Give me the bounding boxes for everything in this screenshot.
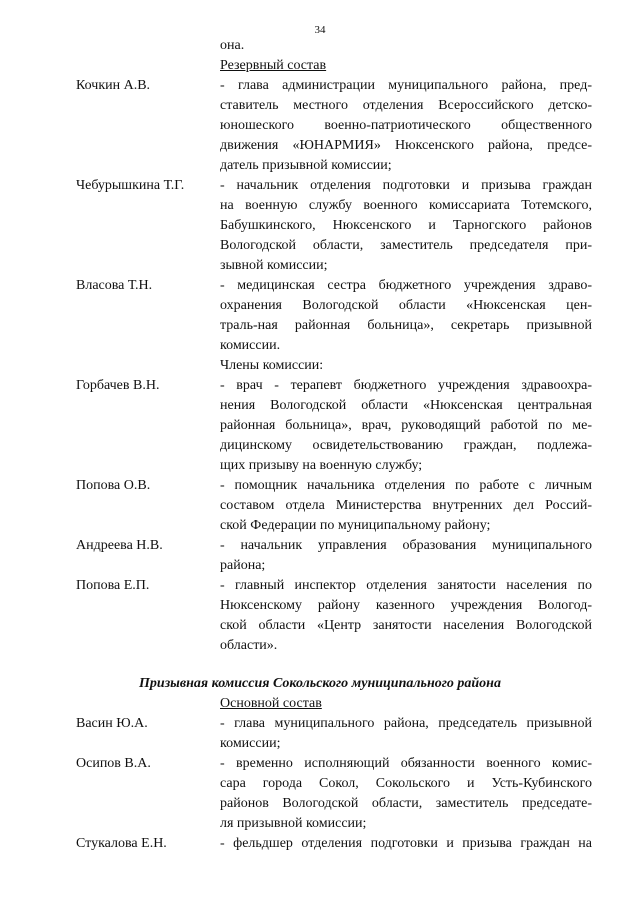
description-line: - помощник начальника отделения по работе с личным (220, 478, 592, 493)
description-line: комиссии. (220, 338, 281, 353)
section-title: Призывная комиссия Сокольского муниципального района (139, 676, 501, 691)
member-name: Власова Т.Н. (76, 278, 153, 293)
description-line: сара города Сокол, Сокольского и Усть-Кубинского (220, 776, 592, 791)
member-description (220, 834, 592, 854)
member-row (0, 754, 640, 834)
description-line: - начальник отделения подготовки и призыва граждан (220, 178, 592, 193)
description-line: ставитель местного отделения Всероссийского детско- (220, 98, 592, 113)
lead-line: она. (220, 38, 245, 53)
member-description (220, 176, 592, 276)
description-line: дицинскому освидетельствованию граждан, подлежа- (220, 438, 592, 453)
description-line: - врач - терапевт бюджетного учреждения здравоохра- (220, 378, 592, 393)
member-description (220, 376, 592, 476)
description-line: щих призыву на военную службу; (220, 458, 423, 473)
description-line: района; (220, 558, 266, 573)
member-row (0, 536, 640, 576)
members-heading: Члены комиссии: (220, 358, 324, 373)
member-description (220, 576, 592, 656)
member-name: Осипов В.А. (76, 756, 151, 771)
description-line: нения Вологодской области «Нюксенская центральная (220, 398, 592, 413)
member-row (0, 176, 640, 276)
member-row (0, 76, 640, 176)
description-line: ля призывной комиссии; (220, 816, 367, 831)
description-line: юношеского военно-патриотического общественного (220, 118, 592, 133)
member-row (0, 834, 640, 854)
member-row (0, 276, 640, 356)
member-row (0, 376, 640, 476)
description-line: - временно исполняющий обязанности военного комис- (220, 756, 592, 771)
description-line: - глава муниципального района, председатель призывной (220, 716, 592, 731)
description-line: траль-ная районная больница», секретарь призывной (220, 318, 592, 333)
description-line: области». (220, 638, 278, 653)
member-description (220, 754, 592, 834)
member-name: Попова Е.П. (76, 578, 150, 593)
description-line: составом отдела Министерства внутренних дел Россий- (220, 498, 592, 513)
description-line: ской Федерации по муниципальному району; (220, 518, 491, 533)
member-name: Чебурышкина Т.Г. (76, 178, 185, 193)
description-line: районная больница», врач, руководящий работой по ме- (220, 418, 592, 433)
description-line: - начальник управления образования муниципального (220, 538, 592, 553)
description-line: районов Вологодской области, заместитель председате- (220, 796, 592, 811)
description-line: Вологодской области, заместитель председателя при- (220, 238, 592, 253)
member-row (0, 476, 640, 536)
description-line: - главный инспектор отделения занятости населения по (220, 578, 592, 593)
member-description (220, 536, 592, 576)
description-line: ской области «Центр занятости населения Вологодской (220, 618, 592, 633)
member-row (0, 576, 640, 656)
member-description (220, 714, 592, 754)
member-name: Кочкин А.В. (76, 78, 151, 93)
member-name: Андреева Н.В. (76, 538, 163, 553)
description-line: движения «ЮНАРМИЯ» Нюксенского района, предсе- (220, 138, 592, 153)
member-row (0, 714, 640, 754)
document-body (0, 36, 640, 854)
description-line: - глава администрации муниципального района, пред- (220, 78, 592, 93)
description-line: датель призывной комиссии; (220, 158, 392, 173)
description-line: Нюксенскому району казенного учреждения Вологод- (220, 598, 592, 613)
member-name: Стукалова Е.Н. (76, 836, 167, 851)
main-composition-heading: Основной состав (220, 696, 322, 711)
member-name: Васин Ю.А. (76, 716, 148, 731)
description-line: комиссии; (220, 736, 281, 751)
description-line: - медицинская сестра бюджетного учреждения здраво- (220, 278, 592, 293)
member-name: Горбачев В.Н. (76, 378, 160, 393)
member-description (220, 76, 592, 176)
member-description (220, 476, 592, 536)
member-name: Попова О.В. (76, 478, 151, 493)
page-number: 34 (314, 24, 326, 36)
member-description (220, 276, 592, 356)
reserve-heading: Резервный состав (220, 58, 327, 73)
description-line: на военную службу военного комиссариата Тотемского, (220, 198, 592, 213)
description-line: зывной комиссии; (220, 258, 328, 273)
description-line: Бабушкинского, Нюксенского и Тарногского районов (220, 218, 592, 233)
description-line: - фельдшер отделения подготовки и призыва граждан на (220, 836, 592, 851)
description-line: охранения Вологодской области «Нюксенская цен- (220, 298, 592, 313)
